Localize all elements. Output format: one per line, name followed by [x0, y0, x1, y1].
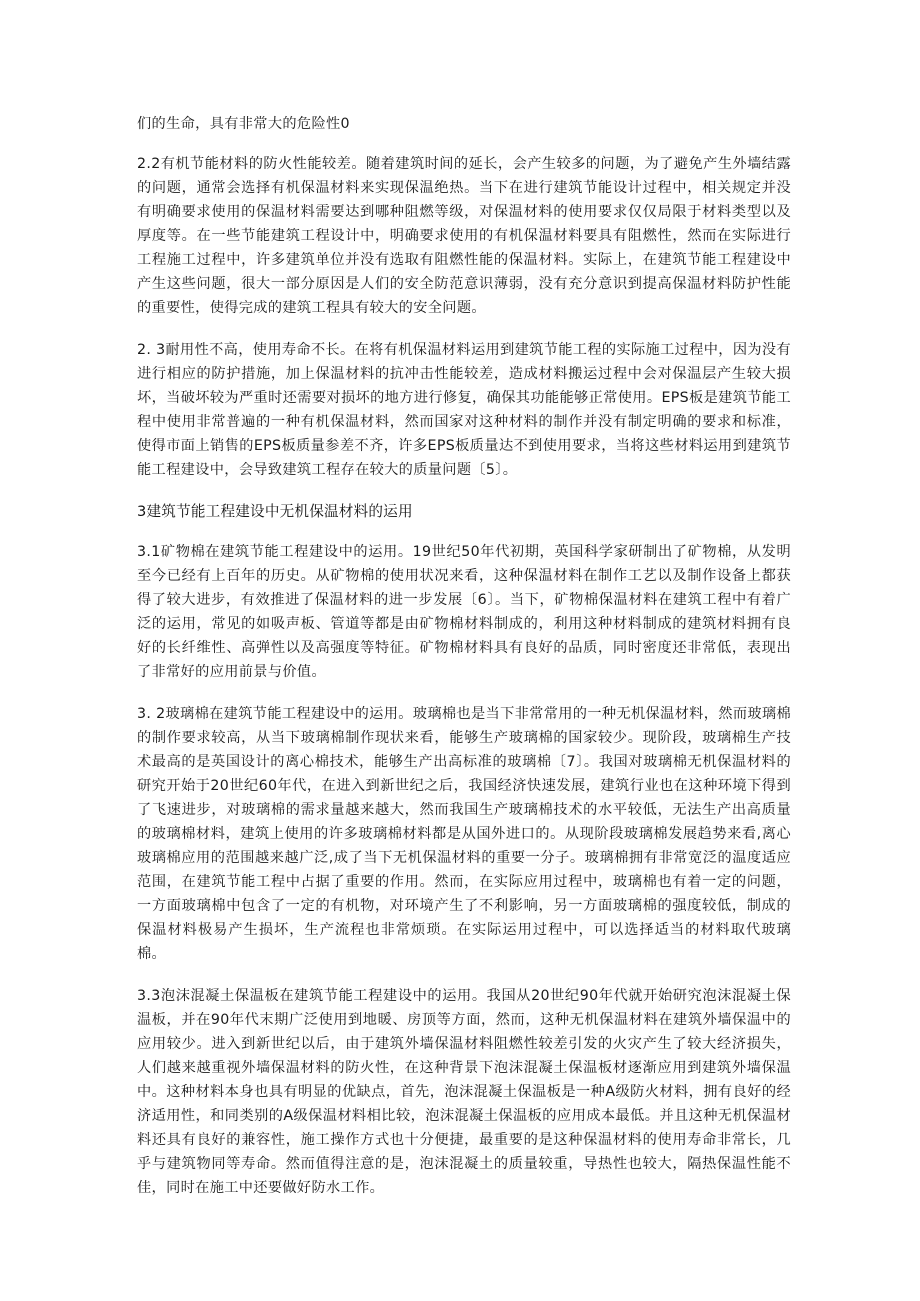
paragraph-2-2-fire-resistance: 2.2有机节能材料的防火性能较差。随着建筑时间的延长，会产生较多的问题，为了避免产生外墙结露的问题，通常会选择有机保温材料来实现保温绝热。当下在进行建筑节能设计过程中，相关规定并没有明确要求使用的保温材料需要达到哪种阻燃等级，对保温材料的使用要求仅仅局限于材料类型以及厚度等。在一些节能建筑工程设计中，明确要求使用的有机保温材料要具有阻燃性，然而在实际进行工程施工过程中，许多建筑单位并没有选取有阻燃性能的保温材料。实际上，在建筑节能工程建设中产生这些问题，很大一部分原因是人们的安全防范意识薄弱，没有充分意识到提高保温材料防护性能的重要性，使得完成的建筑工程具有较大的安全问题。 [137, 156, 791, 316]
document-page [137, 112, 791, 1218]
paragraph-3-2-glass-wool: 3. 2玻璃棉在建筑节能工程建设中的运用。玻璃棉也是当下非常常用的一种无机保温材料，然而玻璃棉的制作要求较高，从当下玻璃棉制作现状来看，能够生产玻璃棉的国家较少。现阶段，玻璃棉生产技术最高的是英国设计的离心棉技术，能够生产出高标准的玻璃棉〔7〕。我国对玻璃棉无机保温材料的研究开始于20世纪60年代，在进入到新世纪之后，我国经济快速发展，建筑行业也在这种环境下得到了飞速进步，对玻璃棉的需求量越来越大，然而我国生产玻璃棉技术的水平较低，无法生产出高质量的玻璃棉材料，建筑上使用的许多玻璃棉材料都是从国外进口的。从现阶段玻璃棉发展趋势来看,离心玻璃棉应用的范围越来越广泛,成了当下无机保温材料的重要一分子。玻璃棉拥有非常宽泛的温度适应范围，在建筑节能工程中占据了重要的作用。然而，在实际应用过程中，玻璃棉也有着一定的问题，一方面玻璃棉中包含了一定的有机物，对环境产生了不利影响，另一方面玻璃棉的强度较低，制成的保温材料极易产生损坏，生产流程也非常烦琐。在实际运用过程中，可以选择适当的材料取代玻璃棉。 [137, 706, 791, 962]
paragraph-continuation: 们的生命，具有非常大的危险性0 [137, 116, 350, 132]
paragraph-3-1-mineral-wool: 3.1矿物棉在建筑节能工程建设中的运用。19世纪50年代初期，英国科学家研制出了矿物棉，从发明至今已经有上百年的历史。从矿物棉的使用状况来看，这种保温材料在制作工艺以及制作设备上都获得了较大进步，有效推进了保温材料的进一步发展〔6〕。当下，矿物棉保温材料在建筑工程中有着广泛的运用，常见的如吸声板、管道等都是由矿物棉材料制成的，利用这种材料制成的建筑材料拥有良好的长纤维性、高弹性以及高强度等特征。矿物棉材料具有良好的品质，同时密度还非常低，表现出了非常好的应用前景与价值。 [137, 544, 791, 680]
paragraph-3-3-foam-concrete: 3.3泡沫混凝土保温板在建筑节能工程建设中的运用。我国从20世纪90年代就开始研究泡沫混凝土保温板，并在90年代末期广泛使用到地暖、房顶等方面，然而，这种无机保温材料在建筑外墙保温中的应用较少。进入到新世纪以后，由于建筑外墙保温材料阻燃性较差引发的火灾产生了较大经济损失，人们越来越重视外墙保温材料的防火性，在这种背景下泡沫混凝土保温板材逐渐应用到建筑外墙保温中。这种材料本身也具有明显的优缺点，首先，泡沫混凝土保温板是一种A级防火材料，拥有良好的经济适用性，和同类别的A级保温材料相比较，泡沫混凝土保温板的应用成本最低。并且这种无机保温材料还具有良好的兼容性，施工操作方式也十分便捷，最重要的是这种保温材料的使用寿命非常长，几乎与建筑物同等寿命。然而值得注意的是，泡沫混凝土的质量较重，导热性也较大，隔热保温性能不佳，同时在施工中还要做好防水工作。 [137, 988, 791, 1196]
paragraph-2-3-durability: 2. 3耐用性不高，使用寿命不长。在将有机保温材料运用到建筑节能工程的实际施工过程中，因为没有进行相应的防护措施，加上保温材料的抗冲击性能较差，造成材料搬运过程中会对保温层产生较大损坏，当破坏较为严重时还需要对损坏的地方进行修复，确保其功能能够正常使用。EPS板是建筑节能工程中使用非常普遍的一种有机保温材料，然而国家对这种材料的制作并没有制定明确的要求和标准，使得市面上销售的EPS板质量参差不齐，许多EPS板质量达不到使用要求，当将这些材料运用到建筑节能工程建设中，会导致建筑工程存在较大的质量问题〔5〕。 [137, 342, 791, 478]
section-heading-3: 3建筑节能工程建设中无机保温材料的运用 [137, 503, 413, 520]
